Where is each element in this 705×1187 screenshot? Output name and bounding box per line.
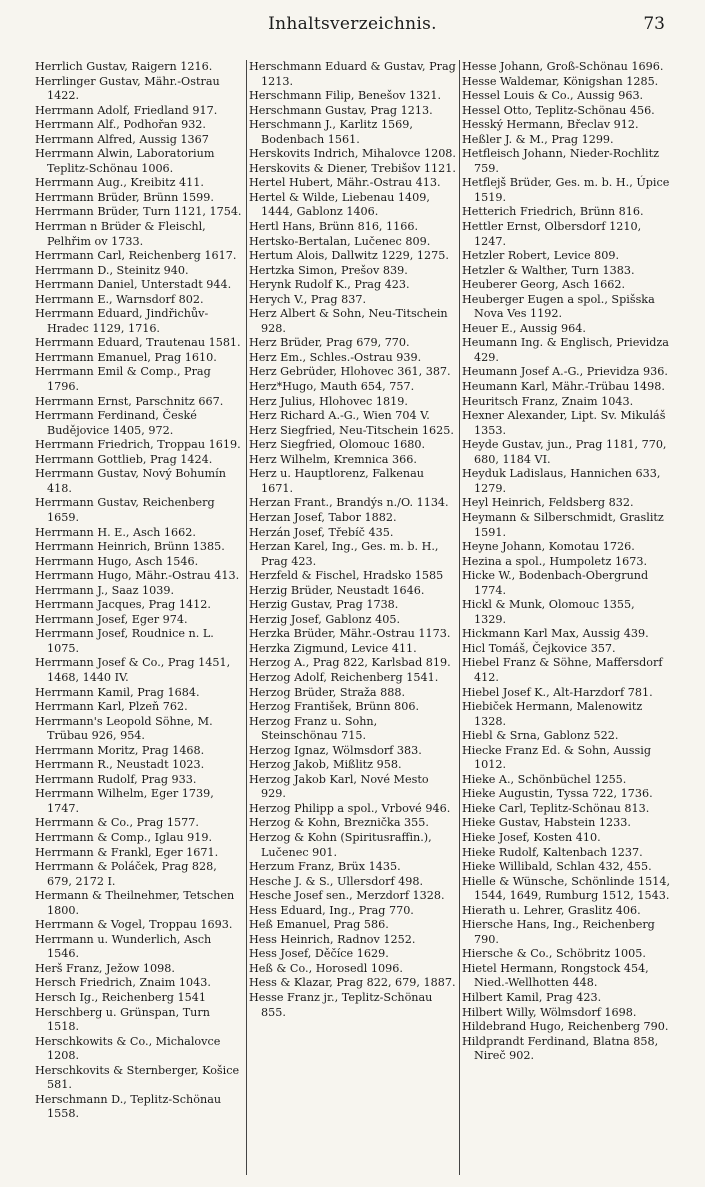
index-entry: Herrmann Wilhelm, Eger 1739, 1747. <box>35 787 214 815</box>
index-entry: Hieke Carl, Teplitz-Schönau 813. <box>462 801 650 815</box>
index-entry: Herzog Adolf, Reichenberg 1541. <box>249 670 439 684</box>
index-entry: Hiebl & Srna, Gablonz 522. <box>462 729 619 743</box>
index-entry: Hieke Willibald, Schlan 432, 455. <box>462 860 652 874</box>
index-entry: Herz Siegfried, Neu-Titschein 1625. <box>249 423 454 437</box>
index-entry: Hiecke Franz Ed. & Sohn, Aussig 1012. <box>462 743 651 772</box>
index-entry: Herzig Josef, Gablonz 405. <box>249 612 400 626</box>
index-entry: Herz Richard A.-G., Wien 704 V. <box>249 409 430 423</box>
index-entry: Hessel Otto, Teplitz-Schönau 456. <box>462 103 655 117</box>
index-entry: Hetflejš Brüder, Ges. m. b. H., Úpice 1519. <box>462 176 670 204</box>
index-entry: Heyde Gustav, jun., Prag 1181, 770, 680, 1184 VI. <box>462 438 667 466</box>
index-entry: Herz Albert & Sohn, Neu-Titschein 928. <box>249 307 448 335</box>
index-entry: Herrmann & Co., Prag 1577. <box>35 816 199 830</box>
index-entry: Hieke Rudolf, Kaltenbach 1237. <box>462 845 643 859</box>
index-entry: Hess Eduard, Ing., Prag 770. <box>249 903 414 917</box>
index-entry: Herrlich Gustav, Raigern 1216. <box>35 60 213 73</box>
index-entry: Heß & Co., Horosedl 1096. <box>249 961 403 975</box>
index-entry: Herschmann Filip, Benešov 1321. <box>249 89 442 103</box>
index-entry: Hetfleisch Johann, Nieder-Rochlitz 759. <box>462 147 659 175</box>
index-entry: Heumann Ing. & Englisch, Prievidza 429. <box>462 336 669 364</box>
index-entry: Herrmann Alwin, Laboratorium Teplitz-Schönau 1006. <box>35 147 215 175</box>
index-column-2 <box>246 60 459 1175</box>
index-entry: Herynk Rudolf K., Prag 423. <box>249 278 410 292</box>
index-entry: Herrmann Eduard, Trautenau 1581. <box>35 336 241 350</box>
index-entry: Herzfeld & Fischel, Hradsko 1585 <box>249 569 444 583</box>
index-entry: Herschkovits & Sternberger, Košice 581. <box>35 1063 240 1092</box>
index-entry: Herzog & Kohn, Breznička 355. <box>249 816 429 830</box>
index-entry: Heß Emanuel, Prag 586. <box>249 918 389 932</box>
index-entry: Herz Wilhelm, Kremnica 366. <box>249 452 417 466</box>
index-entry: Herz Brüder, Prag 679, 770. <box>249 336 410 350</box>
index-entry: Hertum Alois, Dallwitz 1229, 1275. <box>249 249 449 263</box>
index-entry: Heymann & Silberschmidt, Graslitz 1591. <box>462 510 664 539</box>
index-entry: Heyduk Ladislaus, Hannichen 633, 1279. <box>462 467 661 495</box>
index-entry: Hesse Johann, Groß-Schönau 1696. <box>462 60 664 73</box>
index-entry: Hesche J. & S., Ullersdorf 498. <box>249 874 424 888</box>
index-entry: Herrmann Emanuel, Prag 1610. <box>35 350 217 364</box>
index-entry: Herzog František, Brünn 806. <box>249 700 420 714</box>
index-entry: Hieke Gustav, Habstein 1233. <box>462 816 631 830</box>
index-entry: Herrmann Heinrich, Brünn 1385. <box>35 540 225 554</box>
index-entry: Herrmann & Frankl, Eger 1671. <box>35 845 219 859</box>
index-entry: Hieke Augustin, Tyssa 722, 1736. <box>462 787 653 801</box>
index-entry: Heuritsch Franz, Znaim 1043. <box>462 394 634 408</box>
index-entry: Herrmann Moritz, Prag 1468. <box>35 743 205 757</box>
index-entry: Herrmann Emil & Comp., Prag 1796. <box>35 365 211 394</box>
index-entry: Herzog A., Prag 822, Karlsbad 819. <box>249 656 451 670</box>
index-entry: Herrmann J., Saaz 1039. <box>35 583 175 597</box>
index-entry: Herrmann Adolf, Friedland 917. <box>35 103 218 117</box>
index-entry: Herrmann Kamil, Prag 1684. <box>35 685 200 699</box>
index-entry: Herrmann Carl, Reichenberg 1617. <box>35 249 237 263</box>
index-entry: Herz*Hugo, Mauth 654, 757. <box>249 380 415 394</box>
index-entry: Herrmann u. Wunderlich, Asch 1546. <box>35 932 212 961</box>
index-column-3 <box>459 60 672 1175</box>
index-entry: Hierath u. Lehrer, Graslitz 406. <box>462 903 641 917</box>
index-entry: Herzan Karel, Ing., Ges. m. b. H., Prag 423. <box>249 540 439 568</box>
index-entry: Heßler J. & M., Prag 1299. <box>462 132 614 146</box>
index-entry: Hersch Ig., Reichenberg 1541 <box>35 991 206 1004</box>
index-entry: Heuer E., Aussig 964. <box>462 321 586 335</box>
index-entry: Herzan Frant., Brandýs n./O. 1134. <box>249 496 449 510</box>
index-entry: Heumann Karl, Mähr.-Trübau 1498. <box>462 380 665 394</box>
index-entry: Herrmann Hugo, Asch 1546. <box>35 554 199 568</box>
index-entry: Herrmann's Leopold Söhne, M. Trübau 926, 954. <box>35 714 213 743</box>
index-entry: Hesský Hermann, Břeclav 912. <box>462 118 639 132</box>
index-entry: Herrmann Karl, Plzeň 762. <box>35 700 188 714</box>
index-entry: Herzog Philipp a spol., Vrbové 946. <box>249 801 451 815</box>
index-entry: Herrmann Jacques, Prag 1412. <box>35 598 211 612</box>
index-entry: Herrmann Alf., Podhořan 932. <box>35 118 206 132</box>
index-entry: Herrmann Daniel, Unterstadt 944. <box>35 278 232 292</box>
index-entry: Herrmann Brüder, Turn 1121, 1754. <box>35 205 242 219</box>
index-entry: Hicl Tomáš, Čejkovice 357. <box>462 641 616 655</box>
index-entry: Herych V., Prag 837. <box>249 292 367 306</box>
index-entry: Herz Gebrüder, Hlohovec 361, 387. <box>249 365 451 379</box>
index-entry: Hess Heinrich, Radnov 1252. <box>249 932 416 946</box>
index-entry: Hieke A., Schönbüchel 1255. <box>462 772 627 786</box>
index-entry: Hildebrand Hugo, Reichenberg 790. <box>462 1020 669 1034</box>
index-entry: Hetzler & Walther, Turn 1383. <box>462 263 635 277</box>
index-entry: Hersch Friedrich, Znaim 1043. <box>35 976 211 990</box>
index-columns <box>33 60 673 1175</box>
index-entry: Herz Siegfried, Olomouc 1680. <box>249 438 426 452</box>
index-entry: Herrmann & Poláček, Prag 828, 679, 2172 I. <box>35 860 217 888</box>
index-entry: Hilbert Willy, Wölmsdorf 1698. <box>462 1005 637 1019</box>
index-entry: Herzig Brüder, Neustadt 1646. <box>249 583 425 597</box>
index-entry: Herzka Brüder, Mähr.-Ostrau 1173. <box>249 627 451 641</box>
index-entry: Herschmann Gustav, Prag 1213. <box>249 103 433 117</box>
index-entry: Hess & Klazar, Prag 822, 679, 1887. <box>249 976 456 990</box>
index-entry: Herzog Ignaz, Wölmsdorf 383. <box>249 743 422 757</box>
index-entry: Herz Julius, Hlohovec 1819. <box>249 394 408 408</box>
index-entry: Hertzka Simon, Prešov 839. <box>249 263 408 277</box>
page-title: Inhaltsverzeichnis. <box>268 14 437 34</box>
index-entry: Hezina a spol., Humpoletz 1673. <box>462 554 648 568</box>
index-entry: Hielle & Wünsche, Schönlinde 1514, 1544, 1649, Rumburg 1512, 1543. <box>462 874 671 903</box>
index-entry: Herzan Josef, Tabor 1882. <box>249 510 397 524</box>
index-entry: Herrmann Hugo, Mähr.-Ostrau 413. <box>35 569 240 583</box>
index-entry: Herrmann Aug., Kreibitz 411. <box>35 176 204 190</box>
index-entry: Herzog Jakob, Mißlitz 958. <box>249 758 402 772</box>
index-entry: Herschmann D., Teplitz-Schönau 1558. <box>35 1092 222 1121</box>
index-entry: Herschmann J., Karlitz 1569, Bodenbach 1561. <box>249 118 413 146</box>
index-entry: Hettler Ernst, Olbersdorf 1210, 1247. <box>462 220 642 248</box>
index-entry: Herzán Josef, Třebíč 435. <box>249 525 394 539</box>
index-entry: Herzog Franz u. Sohn, Steinschönau 715. <box>249 714 378 743</box>
index-entry: Herrmann D., Steinitz 940. <box>35 263 189 277</box>
index-entry: Hildprandt Ferdinand, Blatna 858, Nireč 902. <box>462 1034 659 1063</box>
index-entry: Hickl & Munk, Olomouc 1355, 1329. <box>462 598 635 626</box>
index-entry: Herrmann Friedrich, Troppau 1619. <box>35 438 241 452</box>
index-entry: Hiersche Hans, Ing., Reichenberg 790. <box>462 918 655 946</box>
index-entry: Herrmann Gustav, Nový Bohumín 418. <box>35 467 226 495</box>
index-entry: Hermann & Theilnehmer, Tetschen 1800. <box>35 889 235 917</box>
index-entry: Hertel Hubert, Mähr.-Ostrau 413. <box>249 176 441 190</box>
index-entry: Herrmann Eduard, Jindřichův-Hradec 1129, 1716. <box>35 307 209 335</box>
index-entry: Hertl Hans, Brünn 816, 1166. <box>249 220 419 234</box>
index-entry: Herrmann Rudolf, Prag 933. <box>35 772 197 786</box>
index-column-1 <box>33 60 246 1175</box>
index-entry: Herrmann Gustav, Reichenberg 1659. <box>35 496 215 524</box>
index-entry: Hiebiček Hermann, Malenowitz 1328. <box>462 700 643 728</box>
index-entry: Herz u. Hauptlorenz, Falkenau 1671. <box>249 467 425 495</box>
index-entry: Hesse Franz jr., Teplitz-Schönau 855. <box>249 991 433 1019</box>
index-entry: Herschmann Eduard & Gustav, Prag 1213. <box>249 60 456 88</box>
index-entry: Herš Franz, Ježow 1098. <box>35 961 175 975</box>
index-entry: Herrmann Brüder, Brünn 1599. <box>35 190 214 204</box>
index-entry: Herrmann Josef & Co., Prag 1451, 1468, 1440 IV. <box>35 656 231 684</box>
index-entry: Hickmann Karl Max, Aussig 439. <box>462 627 649 641</box>
index-entry: Herrmann Ernst, Parschnitz 667. <box>35 394 224 408</box>
index-entry: Herrmann Alfred, Aussig 1367 <box>35 132 209 146</box>
index-entry: Herrmann E., Warnsdorf 802. <box>35 292 204 306</box>
page-header <box>0 0 705 46</box>
index-entry: Herz Em., Schles.-Ostrau 939. <box>249 350 422 364</box>
index-entry: Hertsko-Bertalan, Lučenec 809. <box>249 234 431 248</box>
index-entry: Hilbert Kamil, Prag 423. <box>462 991 602 1004</box>
index-entry: Hicke W., Bodenbach-Obergrund 1774. <box>462 569 649 597</box>
index-entry: Hietel Hermann, Rongstock 454, Nied.-Wellhotten 448. <box>462 961 649 990</box>
index-entry: Herzog Brüder, Straža 888. <box>249 685 406 699</box>
index-entry: Herschberg u. Grünspan, Turn 1518. <box>35 1005 210 1034</box>
index-entry: Herrmann & Comp., Iglau 919. <box>35 830 213 844</box>
index-entry: Herrmann Ferdinand, České Budějovice 1405, 972. <box>35 409 197 437</box>
index-entry: Heuberger Eugen a spol., Spišska Nova Ves 1192. <box>462 292 655 321</box>
index-entry: Herskovits Indrich, Mihalovce 1208. <box>249 147 456 161</box>
index-entry: Herrman n Brüder & Fleischl, Pelhřim ov 1733. <box>35 220 206 248</box>
index-entry: Herzog & Kohn (Spiritusraffin.), Lučenec 901. <box>249 830 432 859</box>
index-entry: Heumann Josef A.-G., Prievidza 936. <box>462 365 668 379</box>
index-entry: Hexner Alexander, Lipt. Sv. Mikuláš 1353. <box>462 409 666 437</box>
index-entry: Herrmann H. E., Asch 1662. <box>35 525 196 539</box>
index-entry: Hessel Louis & Co., Aussig 963. <box>462 89 644 103</box>
index-entry: Hertel & Wilde, Liebenau 1409, 1444, Gablonz 1406. <box>249 190 430 219</box>
index-entry: Hesse Waldemar, Königshan 1285. <box>462 74 659 88</box>
index-entry: Hess Josef, Děčíce 1629. <box>249 947 389 961</box>
index-entry: Herrmann Gottlieb, Prag 1424. <box>35 452 213 466</box>
index-entry: Heuberer Georg, Asch 1662. <box>462 278 626 292</box>
index-entry: Heyl Heinrich, Feldsberg 832. <box>462 496 634 510</box>
index-entry: Herzum Franz, Brüx 1435. <box>249 860 401 874</box>
index-entry: Hetterich Friedrich, Brünn 816. <box>462 205 644 219</box>
index-entry: Herzka Zigmund, Levice 411. <box>249 641 417 655</box>
index-entry: Hiebel Franz & Söhne, Maffersdorf 412. <box>462 656 663 684</box>
index-entry: Herskovits & Diener, Trebišov 1121. <box>249 161 456 175</box>
index-entry: Heyne Johann, Komotau 1726. <box>462 540 635 554</box>
index-entry: Herrmann Josef, Roudnice n. L. 1075. <box>35 627 214 655</box>
index-entry: Herrlinger Gustav, Mähr.-Ostrau 1422. <box>35 74 220 103</box>
index-entry: Herzog Jakob Karl, Nové Mesto 929. <box>249 772 429 801</box>
index-entry: Hetzler Robert, Levice 809. <box>462 249 620 263</box>
index-entry: Herrmann & Vogel, Troppau 1693. <box>35 918 233 932</box>
index-entry: Hiersche & Co., Schöbritz 1005. <box>462 947 646 961</box>
index-entry: Herschkowits & Co., Michalovce 1208. <box>35 1034 221 1063</box>
index-entry: Herrmann R., Neustadt 1023. <box>35 758 205 772</box>
index-entry: Hiebel Josef K., Alt-Harzdorf 781. <box>462 685 653 699</box>
page-number: 73 <box>643 14 665 34</box>
index-entry: Hieke Josef, Kosten 410. <box>462 830 601 844</box>
index-entry: Herrmann Josef, Eger 974. <box>35 612 188 626</box>
index-entry: Hesche Josef sen., Merzdorf 1328. <box>249 889 445 903</box>
index-entry: Herzig Gustav, Prag 1738. <box>249 598 399 612</box>
